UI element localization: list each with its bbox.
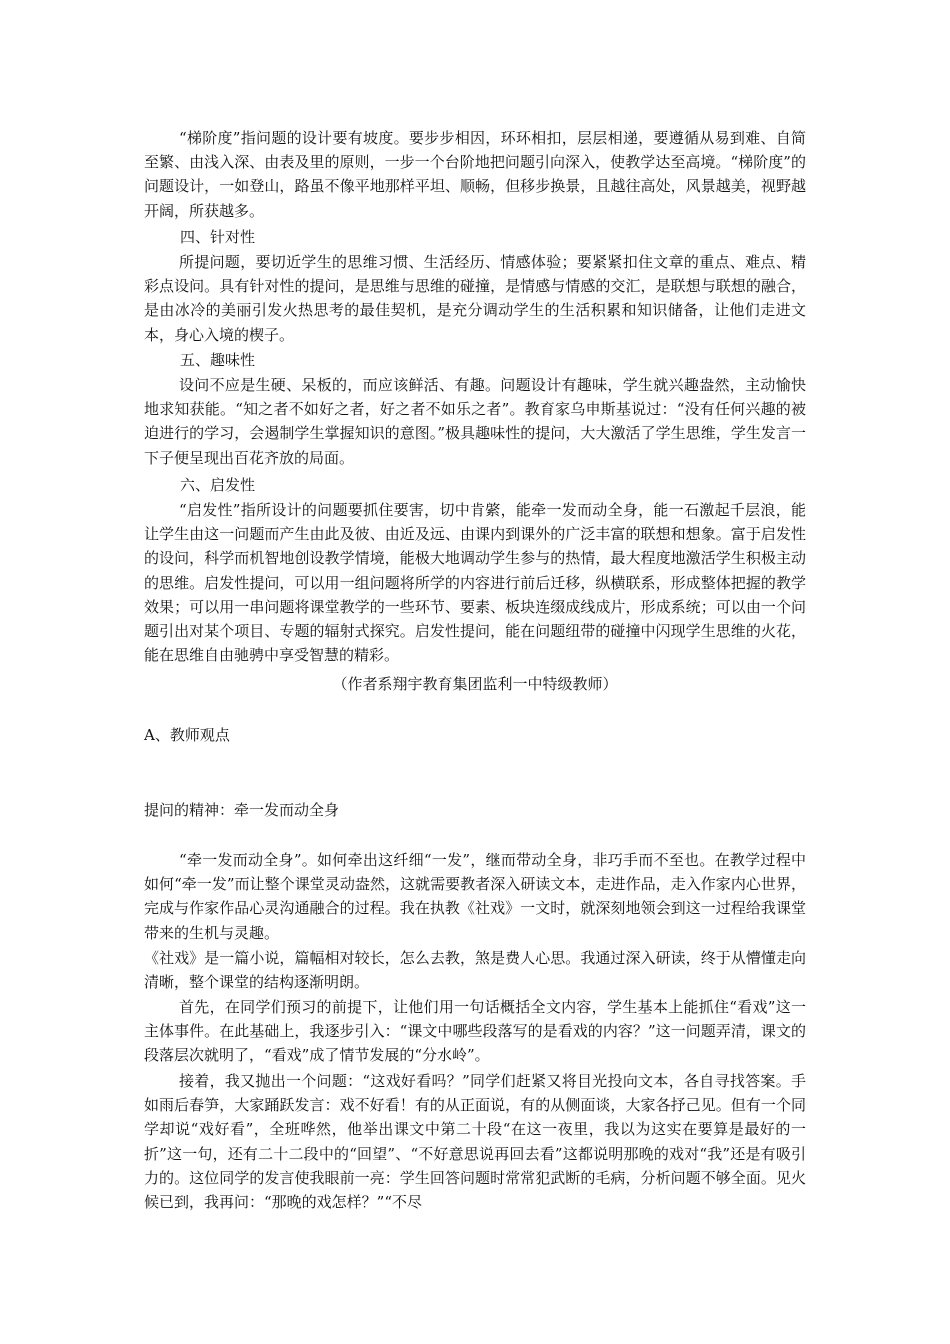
article-title: 提问的精神：牵一发而动全身 xyxy=(144,801,340,819)
paragraph-next: 接着，我又抛出一个问题：“这戏好看吗？”同学们赶紧又将目光投向文本，各自寻找答案。手如雨后春笋，大家踊跃发言：戏不好看！有的从正面说，有的从侧面谈，大家各抒己见。但有一个同学却说“戏好看”，全班哗然，他举出课文中第二十段“在这一夜里，我以为这实在要算是最好的一折”这一句，还有二十二段中的“回望”、“不好意思说再回去看”这都说明那晚的戏对“我”还是有吸引力的。这位同学的发言使我眼前一亮：学生回答问题时常常犯武断的毛病，分析问题不够全面。见火候已到，我再问：“那晚的戏怎样？”“不尽 xyxy=(144,1072,806,1212)
paragraph-inspire: “启发性”指所设计的问题要抓住要害，切中肯綮，能牵一发而动全身，能一石激起千层浪，能让学生由这一问题而产生由此及彼、由近及远、由课内到课外的广泛丰富的联想和想象。富于启发性的设问，科学而机智地创设教学情境，能极大地调动学生参与的热情，最大程度地激活学生积极主动的思维。启发性提问，可以用一组问题将所学的内容进行前后迁移，纵横联系，形成整体把握的教学效果；可以用一串问题将课堂教学的一些环节、要素、板块连缀成线成片，形成系统；可以由一个问题引出对某个项目、专题的辐射式探究。启发性提问，能在问题纽带的碰撞中闪现学生思维的火花，能在思维自由驰骋中享受智慧的精彩。 xyxy=(144,501,806,665)
author-byline: （作者系翔宇教育集团监利一中特级教师） xyxy=(332,675,618,693)
section-label: A、教师观点 xyxy=(144,726,230,744)
paragraph-interest: 设问不应是生硬、呆板的，而应该鲜活、有趣。问题设计有趣味，学生就兴趣盎然，主动愉快地求知获能。“知之者不如好之者，好之者不如乐之者”。教育家乌申斯基说过：“没有任何兴趣的被迫进行的学习，会遏制学生掌握知识的意图。”极具趣味性的提问，大大激活了学生思维，学生发言一下子便呈现出百花齐放的局面。 xyxy=(144,376,806,467)
paragraph-novel: 《社戏》是一篇小说，篇幅相对较长，怎么去教，煞是费人心思。我通过深入研读，终于从懵懂走向清晰，整个课堂的结构逐渐明朗。 xyxy=(144,949,806,992)
paragraph-targeted: 所提问题，要切近学生的思维习惯、生活经历、情感体验；要紧紧扣住文章的重点、难点、精彩点设问。具有针对性的提问，是思维与思维的碰撞，是情感与情感的交汇，是联想与联想的融合，是由冰冷的美丽引发火热思考的最佳契机，是充分调动学生的生活积累和知识储备，让他们走进文本，身心入境的楔子。 xyxy=(144,253,806,344)
heading-targeted: 四、针对性 xyxy=(180,228,256,246)
paragraph-ladder: “梯阶度”指问题的设计要有坡度。要步步相因，环环相扣，层层相递，要遵循从易到难、自简至繁、由浅入深、由表及里的原则，一步一个台阶地把问题引向深入，使教学达至高境。“梯阶度”的问题设计，一如登山，路虽不像平地那样平坦、顺畅，但移步换景，且越往高处，风景越美，视野越开阔，所获越多。 xyxy=(144,129,806,220)
paragraph-intro: “牵一发而动全身”。如何牵出这纤细“一发”，继而带动全身，非巧手而不至也。在教学过程中如何“牵一发”而让整个课堂灵动盎然，这就需要教者深入研读文本，走进作品，走入作家内心世界，完成与作家作品心灵沟通融合的过程。我在执教《社戏》一文时，就深刻地领会到这一过程给我课堂带来的生机与灵趣。 xyxy=(144,851,806,942)
heading-inspire: 六、启发性 xyxy=(180,476,256,494)
paragraph-first: 首先，在同学们预习的前提下，让他们用一句话概括全文内容，学生基本上能抓住“看戏”这一主体事件。在此基础上，我逐步引入：“课文中哪些段落写的是看戏的内容？”这一问题弄清，课文的段落层次就明了，“看戏”成了情节发展的“分水岭”。 xyxy=(144,998,806,1065)
heading-interest: 五、趣味性 xyxy=(180,351,256,369)
